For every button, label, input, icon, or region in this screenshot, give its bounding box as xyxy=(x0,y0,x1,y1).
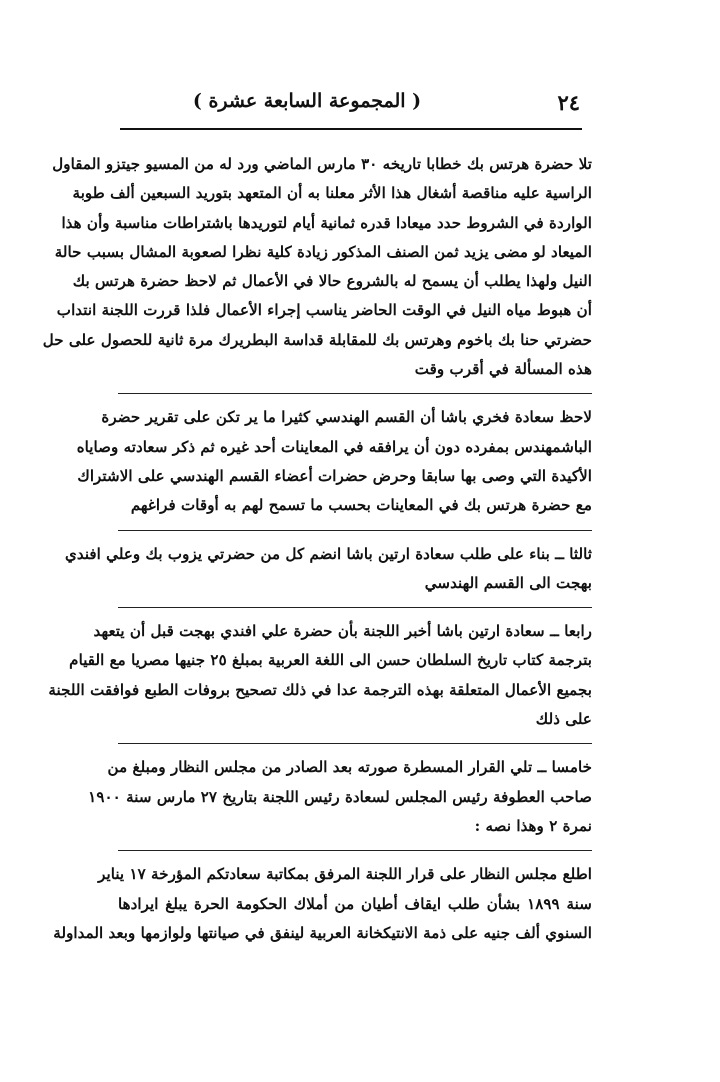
text-line: بترجمة كتاب تاريخ السلطان حسن الى اللغة العربية بمبلغ ٢٥ جنيها مصريا مع القيام xyxy=(69,651,592,670)
text-line: تلا حضرة هرتس بك خطابا تاريخه ٣٠ مارس الماضي ورد له من المسيو جيتزو المقاول xyxy=(52,155,592,173)
text-line: خامسا ــ تلي القرار المسطرة صورته بعد الصادر من مجلس النظار ومبلغ من xyxy=(107,758,592,777)
text-line: لاحظ سعادة فخري باشا أن القسم الهندسي كثيرا ما ير تكن على تقرير حضرة xyxy=(101,408,592,427)
text-line: بهجت الى القسم الهندسي xyxy=(424,573,592,592)
paragraph xyxy=(76,403,592,520)
text-line: صاحب العطوفة رئيس المجلس لسعادة رئيس اللجنة بتاريخ ٢٧ مارس سنة ١٩٠٠ xyxy=(88,787,592,806)
page-header xyxy=(120,82,580,126)
paragraph-divider xyxy=(118,850,592,851)
text-line: رابعا ــ سعادة ارتين باشا أخبر اللجنة بأن حضرة علي افندي بهجت قبل أن يتعهد xyxy=(93,622,592,641)
header-divider xyxy=(120,128,582,130)
text-line: على ذلك xyxy=(535,710,592,729)
text-line: الواردة في الشروط حدد ميعادا قدره ثمانية أيام لتوريدها باشتراطات مناسبة وأن هذا xyxy=(61,213,592,232)
paragraph xyxy=(42,150,592,384)
text-line: نمرة ٢ وهذا نصه : xyxy=(474,816,592,835)
paragraph xyxy=(88,753,592,841)
paragraph xyxy=(64,540,592,599)
paragraph-divider xyxy=(118,393,592,394)
text-line: الراسية عليه مناقصة أشغال هذا الأثر معلنا به أن المتعهد بتوريد السبعين ألف طوبة xyxy=(72,184,592,203)
text-line: السنوي ألف جنيه على ذمة الانتيكخانة العربية لينفق في صيانتها ولوازمها وبعد المداولة xyxy=(53,923,592,942)
text-line: ثالثا ــ بناء على طلب سعادة ارتين باشا انضم كل من حضرتي يزوب بك وعلي افندي xyxy=(64,544,592,563)
paragraph xyxy=(53,860,592,948)
text-line: الأكيدة التي وصى بها سابقا وحرض حضرات أعضاء القسم الهندسي على الاشتراك xyxy=(77,466,592,485)
text-line: أن هبوط مياه النيل في الوقت الحاضر يناسب إجراء الأعمال فلذا قررت اللجنة انتداب xyxy=(56,301,592,320)
text-line: اطلع مجلس النظار على قرار اللجنة المرفق بمكاتبة سعادتكم المؤرخة ١٧ يناير xyxy=(98,865,592,884)
document-body xyxy=(42,150,592,948)
page-number: ٢٤ xyxy=(557,90,580,115)
text-line: الباشمهندس بمفرده دون أن يرافقه في المعاينات أحد غيره ثم ذكر سعادته وصاياه xyxy=(76,437,592,456)
text-line: الميعاد لو مضى يزيد ثمن الصنف المذكور زيادة كلية نظرا لصعوبة المشال بسبب حالة xyxy=(54,242,592,261)
text-line: حضرتي حنا بك باخوم وهرتس بك للمقابلة قداسة البطريرك مرة ثانية للحصول على حل xyxy=(42,330,592,349)
paragraph-divider xyxy=(118,530,592,531)
text-line: سنة ١٨٩٩ بشأن طلب ايقاف أطيان من أملاك الحكومة الحرة يبلغ ايرادها xyxy=(118,894,592,913)
paragraph-divider xyxy=(118,743,592,744)
text-line: مع حضرة هرتس بك في المعاينات بحسب ما تسمح لهم به أوقات فراغهم xyxy=(130,496,592,515)
paragraph-divider xyxy=(118,607,592,608)
text-line: النيل ولهذا يطلب أن يسمح له بالشروع حالا في الأعمال ثم لاحظ حضرة هرتس بك xyxy=(72,272,592,291)
text-line: بجميع الأعمال المتعلقة بهذه الترجمة عدا في ذلك تصحيح بروفات الطبع فوافقت اللجنة xyxy=(48,680,592,699)
paragraph xyxy=(48,617,592,734)
text-line: هذه المسألة في أقرب وقت xyxy=(414,360,592,379)
running-title: ( المجموعة السابعة عشرة ) xyxy=(192,90,422,112)
